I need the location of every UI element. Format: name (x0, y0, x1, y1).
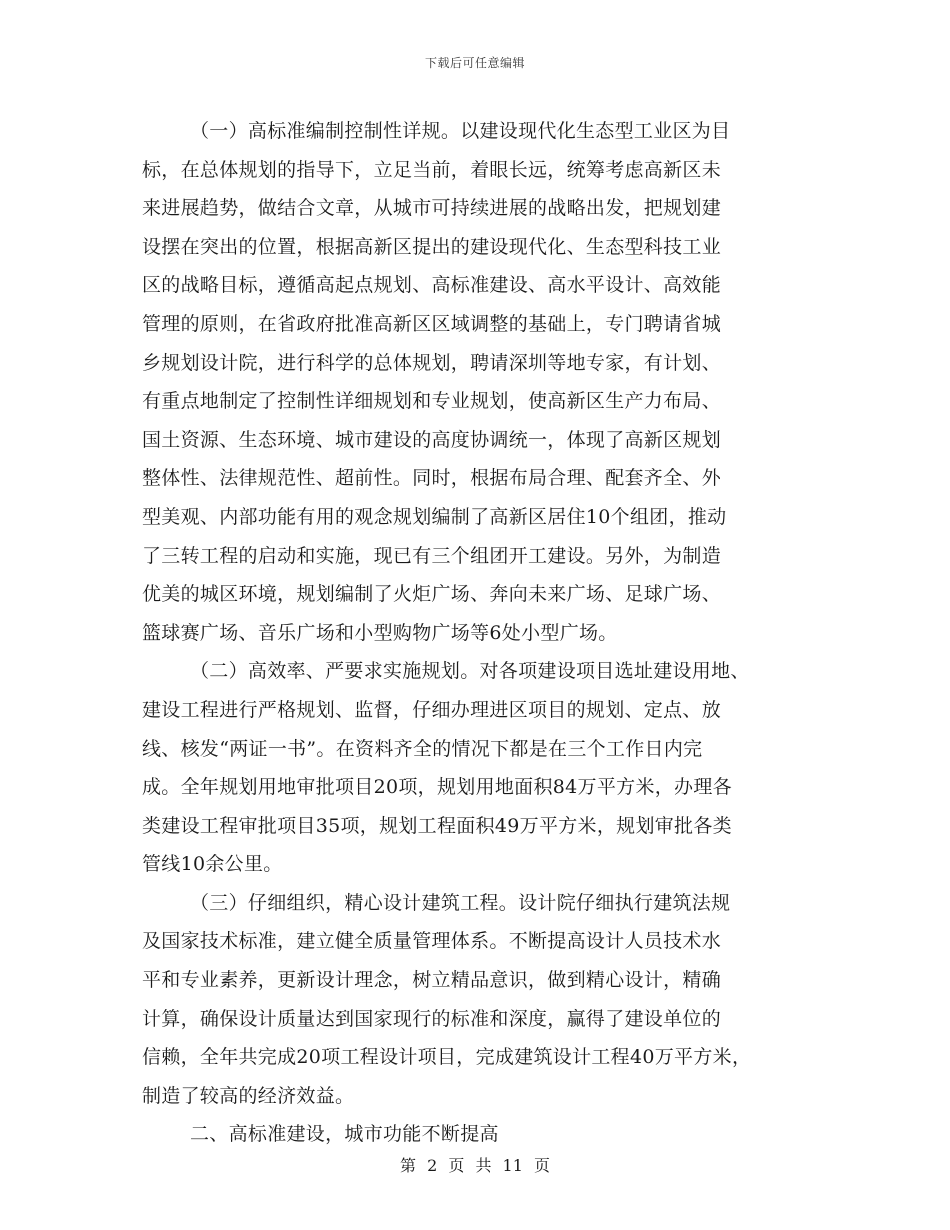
paragraph-1-line-12: 了三转工程的启动和实施，现已有三个组团开工建设。另外，为制造 (142, 544, 722, 567)
document-body (142, 112, 822, 1154)
paragraph-1-line-10: 整体性、法律规范性、超前性。同时，根据布局合理、配套齐全、外 (142, 467, 722, 490)
paragraph-1-line-6: 管理的原则，在省政府批准高新区区域调整的基础上，专门聘请省城 (142, 312, 722, 335)
page-number: 第 2 页 共 11 页 (400, 1156, 550, 1175)
paragraph-3-line-2: 及国家技术标准，建立健全质量管理体系。不断提高设计人员技术水 (142, 930, 722, 953)
paragraph-2-line-5: 类建设工程审批项目35项，规划工程面积49万平方米，规划审批各类 (142, 814, 732, 837)
paragraph-1-line-4: 设摆在突出的位置，根据高新区提出的建设现代化、生态型科技工业 (142, 235, 722, 258)
page-header: 下载后可任意编辑 (424, 56, 525, 70)
paragraph-2-line-1: （二）高效率、严要求实施规划。对各项建设项目选址建设用地、 (190, 660, 750, 683)
paragraph-2-line-3: 线、核发“两证一书”。在资料齐全的情况下都是在三个工作日内完 (142, 737, 703, 760)
paragraph-3-line-5: 信赖，全年共完成20项工程设计项目，完成建筑设计工程40万平方米， (142, 1046, 752, 1069)
paragraph-3-line-1: （三）仔细组织，精心设计建筑工程。设计院仔细执行建筑法规 (190, 891, 731, 914)
paragraph-2-line-6: 管线10余公里。 (142, 853, 283, 876)
paragraph-1-line-1: （一）高标准编制控制性详规。以建设现代化生态型工业区为目 (190, 120, 731, 142)
paragraph-3-line-4: 计算，确保设计质量达到国家现行的标准和深度，赢得了建设单位的 (142, 1007, 722, 1030)
paragraph-1-line-11: 型美观、内部功能有用的观念规划编制了高新区居住10个组团，推动 (142, 505, 727, 528)
paragraph-1-line-9: 国土资源、生态环境、城市建设的高度协调统一，体现了高新区规划 (142, 428, 722, 451)
paragraph-1-line-2: 标，在总体规划的指导下，立足当前，着眼长远，统筹考虑高新区未 (142, 158, 722, 181)
section-heading: 二、高标准建设，城市功能不断提高 (190, 1123, 499, 1146)
paragraph-1-line-8: 有重点地制定了控制性详细规划和专业规划，使高新区生产力布局、 (142, 390, 722, 413)
paragraph-2-line-4: 成。全年规划用地审批项目20项，规划用地面积84万平方米，办理各 (142, 776, 732, 799)
paragraph-3-line-6: 制造了较高的经济效益。 (142, 1084, 355, 1107)
paragraph-1-line-3: 来进展趋势，做结合文章，从城市可持续进展的战略出发，把规划建 (142, 197, 722, 220)
paragraph-1-line-13: 优美的城区环境，规划编制了火炬广场、奔向未来广场、足球广场、 (142, 583, 722, 606)
paragraph-1-line-14: 篮球赛广场、音乐广场和小型购物广场等6处小型广场。 (142, 621, 618, 644)
paragraph-1-line-5: 区的战略目标，遵循高起点规划、高标准建设、高水平设计、高效能 (142, 274, 722, 297)
paragraph-3-line-3: 平和专业素养，更新设计理念，树立精品意识，做到精心设计，精确 (142, 969, 722, 992)
paragraph-1-line-7: 乡规划设计院，进行科学的总体规划，聘请深圳等地专家，有计划、 (142, 351, 722, 374)
paragraph-2-line-2: 建设工程进行严格规划、监督，仔细办理进区项目的规划、定点、放 (142, 698, 722, 721)
